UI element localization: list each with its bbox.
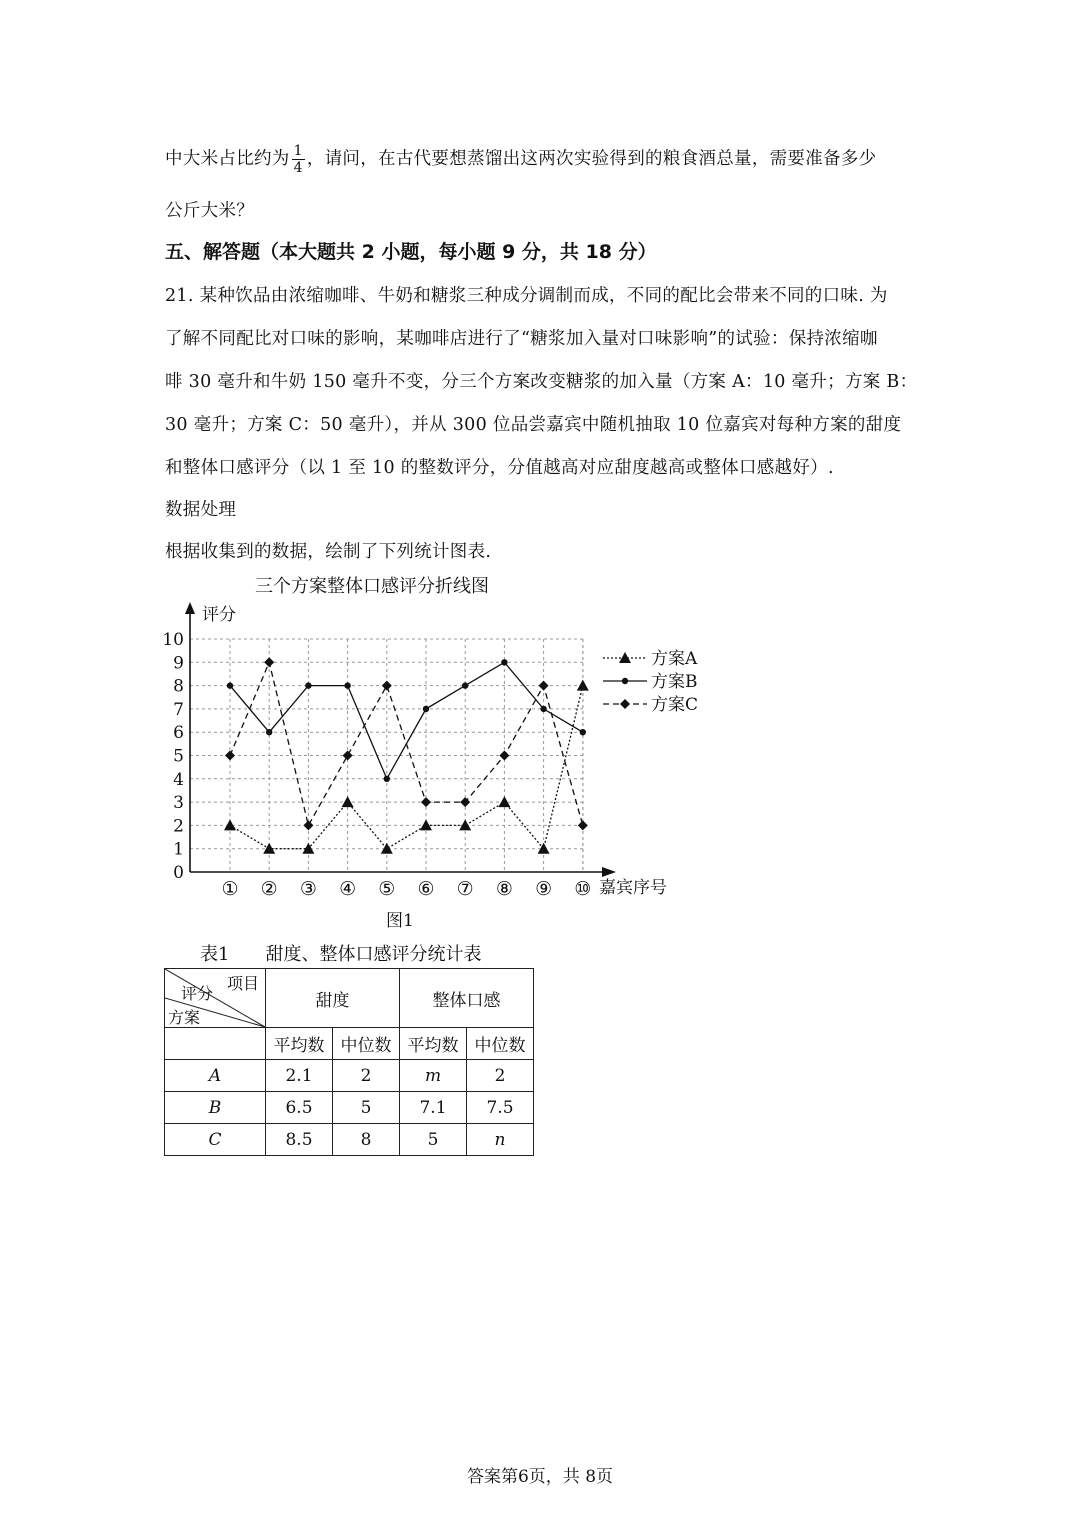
prev-question-line-1	[165, 143, 876, 176]
data-processing-label: 数据处理	[165, 500, 237, 520]
subheader-mean-2: 平均数	[400, 1028, 467, 1060]
data-point	[540, 706, 546, 712]
chart-title: 三个方案整体口感评分折线图	[255, 576, 489, 597]
legend-label: 方案A	[651, 649, 698, 669]
subheader-empty	[165, 1028, 266, 1060]
row-label: C	[165, 1124, 266, 1156]
x-tick-label: ①	[221, 878, 239, 900]
q21-line-3: 啡 30 毫升和牛奶 150 毫升不变，分三个方案改变糖浆的加入量（方案 A：10 毫升；方案 B：	[165, 372, 918, 392]
row-label: A	[165, 1060, 266, 1092]
page-footer: 答案第6页，共 8页	[466, 1467, 614, 1487]
x-tick-label: ⑦	[456, 878, 474, 900]
series-b	[227, 659, 586, 782]
data-point	[342, 796, 354, 807]
y-tick-label: 6	[173, 723, 184, 744]
legend-marker	[622, 678, 628, 684]
header-overall-taste: 整体口感	[400, 969, 534, 1028]
y-tick-label: 8	[173, 676, 184, 697]
fraction-denominator: 4	[293, 160, 303, 176]
y-tick-label: 7	[173, 699, 184, 720]
table-cell: m	[400, 1060, 467, 1092]
table-row	[165, 1060, 534, 1092]
table-cell: 2	[467, 1060, 534, 1092]
x-tick-label: ③	[299, 878, 317, 900]
y-axis-arrow	[185, 602, 195, 614]
x-tick-label: ②	[260, 878, 278, 900]
data-point	[421, 797, 431, 807]
subheader-mean-1: 平均数	[266, 1028, 333, 1060]
data-point	[264, 657, 274, 667]
data-point	[303, 820, 313, 830]
line-chart	[150, 570, 750, 935]
fraction-numerator: 1	[293, 143, 303, 159]
subheader-median-1: 中位数	[333, 1028, 400, 1060]
data-point	[501, 659, 507, 665]
x-tick-labels	[221, 878, 591, 900]
x-tick-label: ⑧	[495, 878, 513, 900]
data-point	[578, 820, 588, 830]
fraction	[292, 143, 305, 176]
table-cell: 2.1	[266, 1060, 333, 1092]
table-cell: 7.1	[400, 1092, 467, 1124]
data-point	[539, 681, 549, 691]
data-point	[423, 706, 429, 712]
prev-text-before: 中大米占比约为	[165, 149, 290, 169]
data-point	[225, 751, 235, 761]
legend-marker	[620, 699, 630, 709]
data-point	[266, 729, 272, 735]
figure-caption: 图1	[386, 911, 414, 931]
x-axis-arrow	[602, 867, 616, 877]
q21-line-4: 30 毫升；方案 C：50 毫升），并从 300 位品尝嘉宾中随机抽取 10 位嘉宾对每种方案的甜度	[165, 415, 902, 435]
corner-bottom-label: 方案	[168, 1008, 201, 1027]
table-title: 表1 甜度、整体口感评分统计表	[200, 944, 482, 965]
y-tick-label: 5	[173, 746, 184, 767]
q21-line-5: 和整体口感评分（以 1 至 10 的整数评分，分值越高对应甜度越高或整体口感越好）.	[165, 458, 834, 478]
table-cell: 5	[400, 1124, 467, 1156]
data-point	[462, 682, 468, 688]
data-point	[499, 751, 509, 761]
x-tick-label: ⑨	[535, 878, 553, 900]
y-tick-label: 4	[173, 769, 184, 790]
q21-line-1: 21. 某种饮品由浓缩咖啡、牛奶和糖浆三种成分调制而成，不同的配比会带来不同的口味. 为	[165, 286, 888, 306]
series-line	[230, 662, 583, 825]
table-cell: 2	[333, 1060, 400, 1092]
table-header-row	[165, 969, 534, 1028]
chart-legend	[603, 649, 698, 715]
data-point	[305, 682, 311, 688]
chart-intro: 根据收集到的数据，绘制了下列统计图表.	[165, 542, 492, 562]
stats-table	[164, 968, 534, 1156]
x-tick-label: ⑥	[417, 878, 435, 900]
table-row	[165, 1092, 534, 1124]
table-row	[165, 1124, 534, 1156]
table-cell: 7.5	[467, 1092, 534, 1124]
table-cell: 5	[333, 1092, 400, 1124]
table-cell: 8.5	[266, 1124, 333, 1156]
table-cell: 8	[333, 1124, 400, 1156]
y-tick-label: 1	[173, 839, 184, 860]
y-tick-label: 3	[173, 793, 184, 814]
q21-line-2: 了解不同配比对口味的影响，某咖啡店进行了“糖浆加入量对口味影响”的试验：保持浓缩咖	[165, 329, 878, 349]
prev-question-line-2: 公斤大米？	[165, 201, 254, 221]
y-tick-labels	[162, 630, 184, 883]
y-tick-label: 0	[173, 863, 184, 883]
table-cell: 6.5	[266, 1092, 333, 1124]
data-point	[577, 680, 589, 691]
y-tick-label: 10	[162, 630, 184, 650]
data-point	[382, 681, 392, 691]
series-c	[225, 657, 588, 830]
corner-top-label: 项目	[227, 974, 260, 993]
legend-label: 方案B	[651, 672, 698, 692]
section-heading: 五、解答题（本大题共 2 小题，每小题 9 分，共 18 分）	[165, 241, 657, 263]
data-point	[384, 776, 390, 782]
table-subheader-row	[165, 1028, 534, 1060]
subheader-median-2: 中位数	[467, 1028, 534, 1060]
data-point	[343, 751, 353, 761]
prev-text-after: ，请问，在古代要想蒸馏出这两次实验得到的粮食酒总量，需要准备多少	[306, 149, 877, 169]
data-point	[227, 682, 233, 688]
x-tick-label: ⑩	[574, 878, 592, 900]
data-point	[344, 682, 350, 688]
row-label: B	[165, 1092, 266, 1124]
data-point	[580, 729, 586, 735]
y-tick-label: 9	[173, 653, 184, 674]
chart-grid	[190, 639, 583, 872]
corner-mid-label: 评分	[181, 984, 214, 1003]
series-a	[224, 680, 589, 854]
header-sweetness: 甜度	[266, 969, 400, 1028]
x-axis-label: 嘉宾序号	[599, 878, 667, 898]
y-tick-label: 2	[173, 816, 184, 837]
table-corner-cell	[165, 969, 266, 1028]
table-cell: n	[467, 1124, 534, 1156]
y-axis-label: 评分	[202, 605, 236, 625]
data-point	[498, 796, 510, 807]
legend-label: 方案C	[651, 695, 699, 715]
x-tick-label: ④	[339, 878, 357, 900]
chart-axes	[185, 602, 616, 877]
data-point	[460, 797, 470, 807]
x-tick-label: ⑤	[378, 878, 396, 900]
